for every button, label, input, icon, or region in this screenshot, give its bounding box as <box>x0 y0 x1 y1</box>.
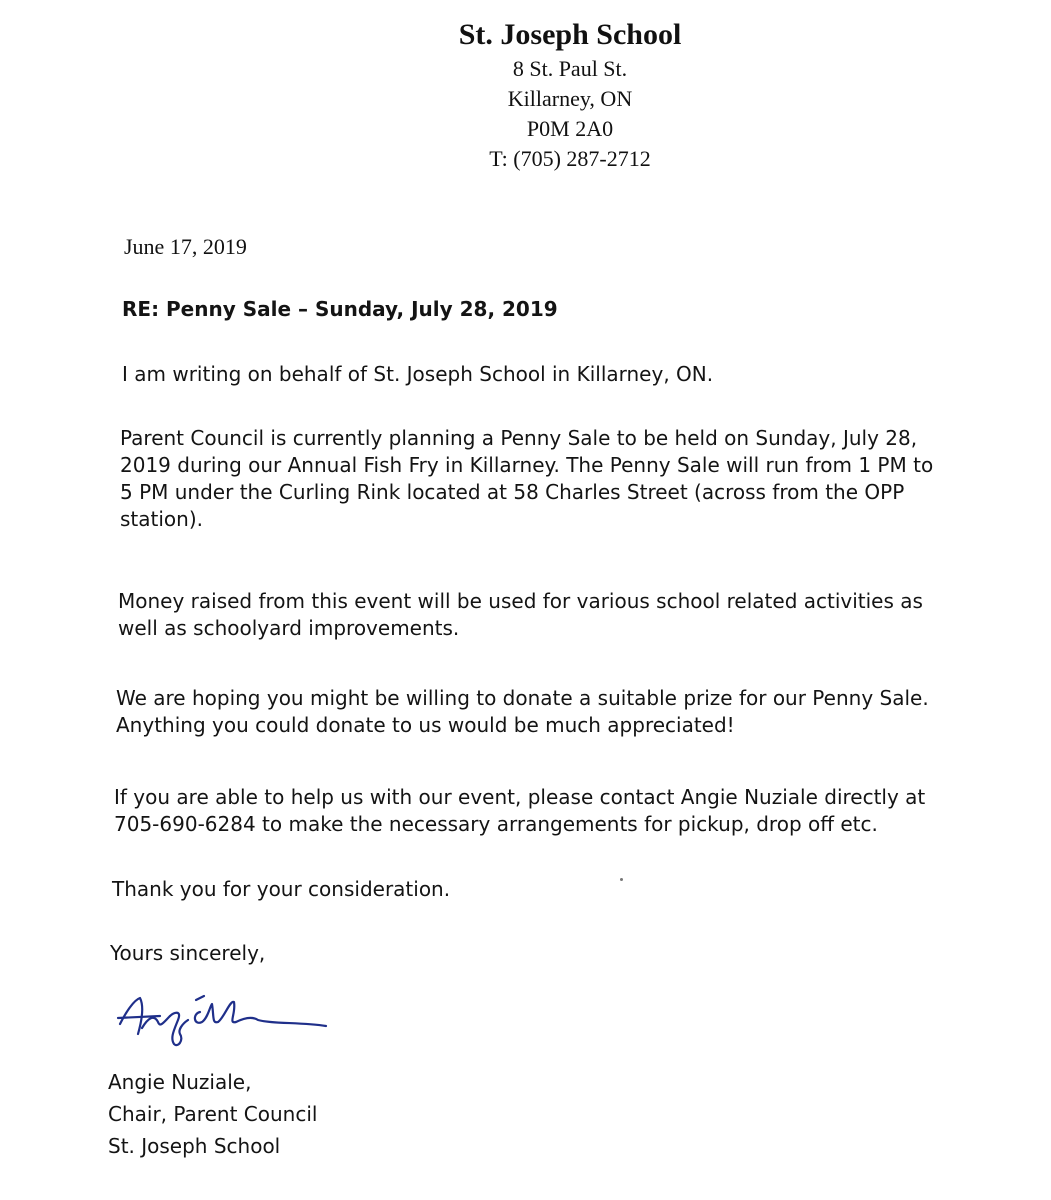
paragraph-line: Parent Council is currently planning a Penny Sale to be held on Sunday, July 28, <box>120 426 918 450</box>
paragraph-line: Anything you could donate to us would be much appreciated! <box>116 713 735 737</box>
event-paragraph <box>120 425 933 533</box>
scan-speck <box>620 878 623 881</box>
intro-paragraph: I am writing on behalf of St. Joseph School in Killarney, ON. <box>122 362 714 386</box>
paragraph-line: 705-690-6284 to make the necessary arrangements for pickup, drop off etc. <box>114 812 878 836</box>
letter-date: June 17, 2019 <box>124 234 247 259</box>
signer-organization: St. Joseph School <box>108 1134 281 1158</box>
paragraph-line: If you are able to help us with our event, please contact Angie Nuziale directly at <box>114 785 926 809</box>
closing-line: Yours sincerely, <box>110 941 266 965</box>
paragraph-line: 5 PM under the Curling Rink located at 58 Charles Street (across from the OPP <box>120 480 905 504</box>
address-postal-code: P0M 2A0 <box>526 116 614 141</box>
paragraph-line: well as schoolyard improvements. <box>118 616 460 640</box>
signer-title: Chair, Parent Council <box>108 1102 318 1126</box>
phone-number: T: (705) 287-2712 <box>489 146 651 171</box>
contact-paragraph <box>114 784 925 838</box>
thanks-line: Thank you for your consideration. <box>112 877 451 901</box>
address-street: 8 St. Paul St. <box>512 56 628 81</box>
school-name: St. Joseph School <box>458 18 682 51</box>
paragraph-line: 2019 during our Annual Fish Fry in Killarney. The Penny Sale will run from 1 PM to <box>120 453 934 477</box>
signer-name: Angie Nuziale, <box>108 1070 252 1094</box>
paragraph-line: Money raised from this event will be used for various school related activities as <box>118 589 923 613</box>
paragraph-line: We are hoping you might be willing to donate a suitable prize for our Penny Sale. <box>116 686 929 710</box>
funds-paragraph <box>118 588 923 642</box>
donation-paragraph <box>116 685 929 739</box>
subject-line: RE: Penny Sale – Sunday, July 28, 2019 <box>122 297 558 321</box>
address-city: Killarney, ON <box>507 86 633 111</box>
paragraph-line: station). <box>120 507 203 531</box>
handwritten-signature <box>112 988 342 1058</box>
letterhead <box>320 16 820 174</box>
